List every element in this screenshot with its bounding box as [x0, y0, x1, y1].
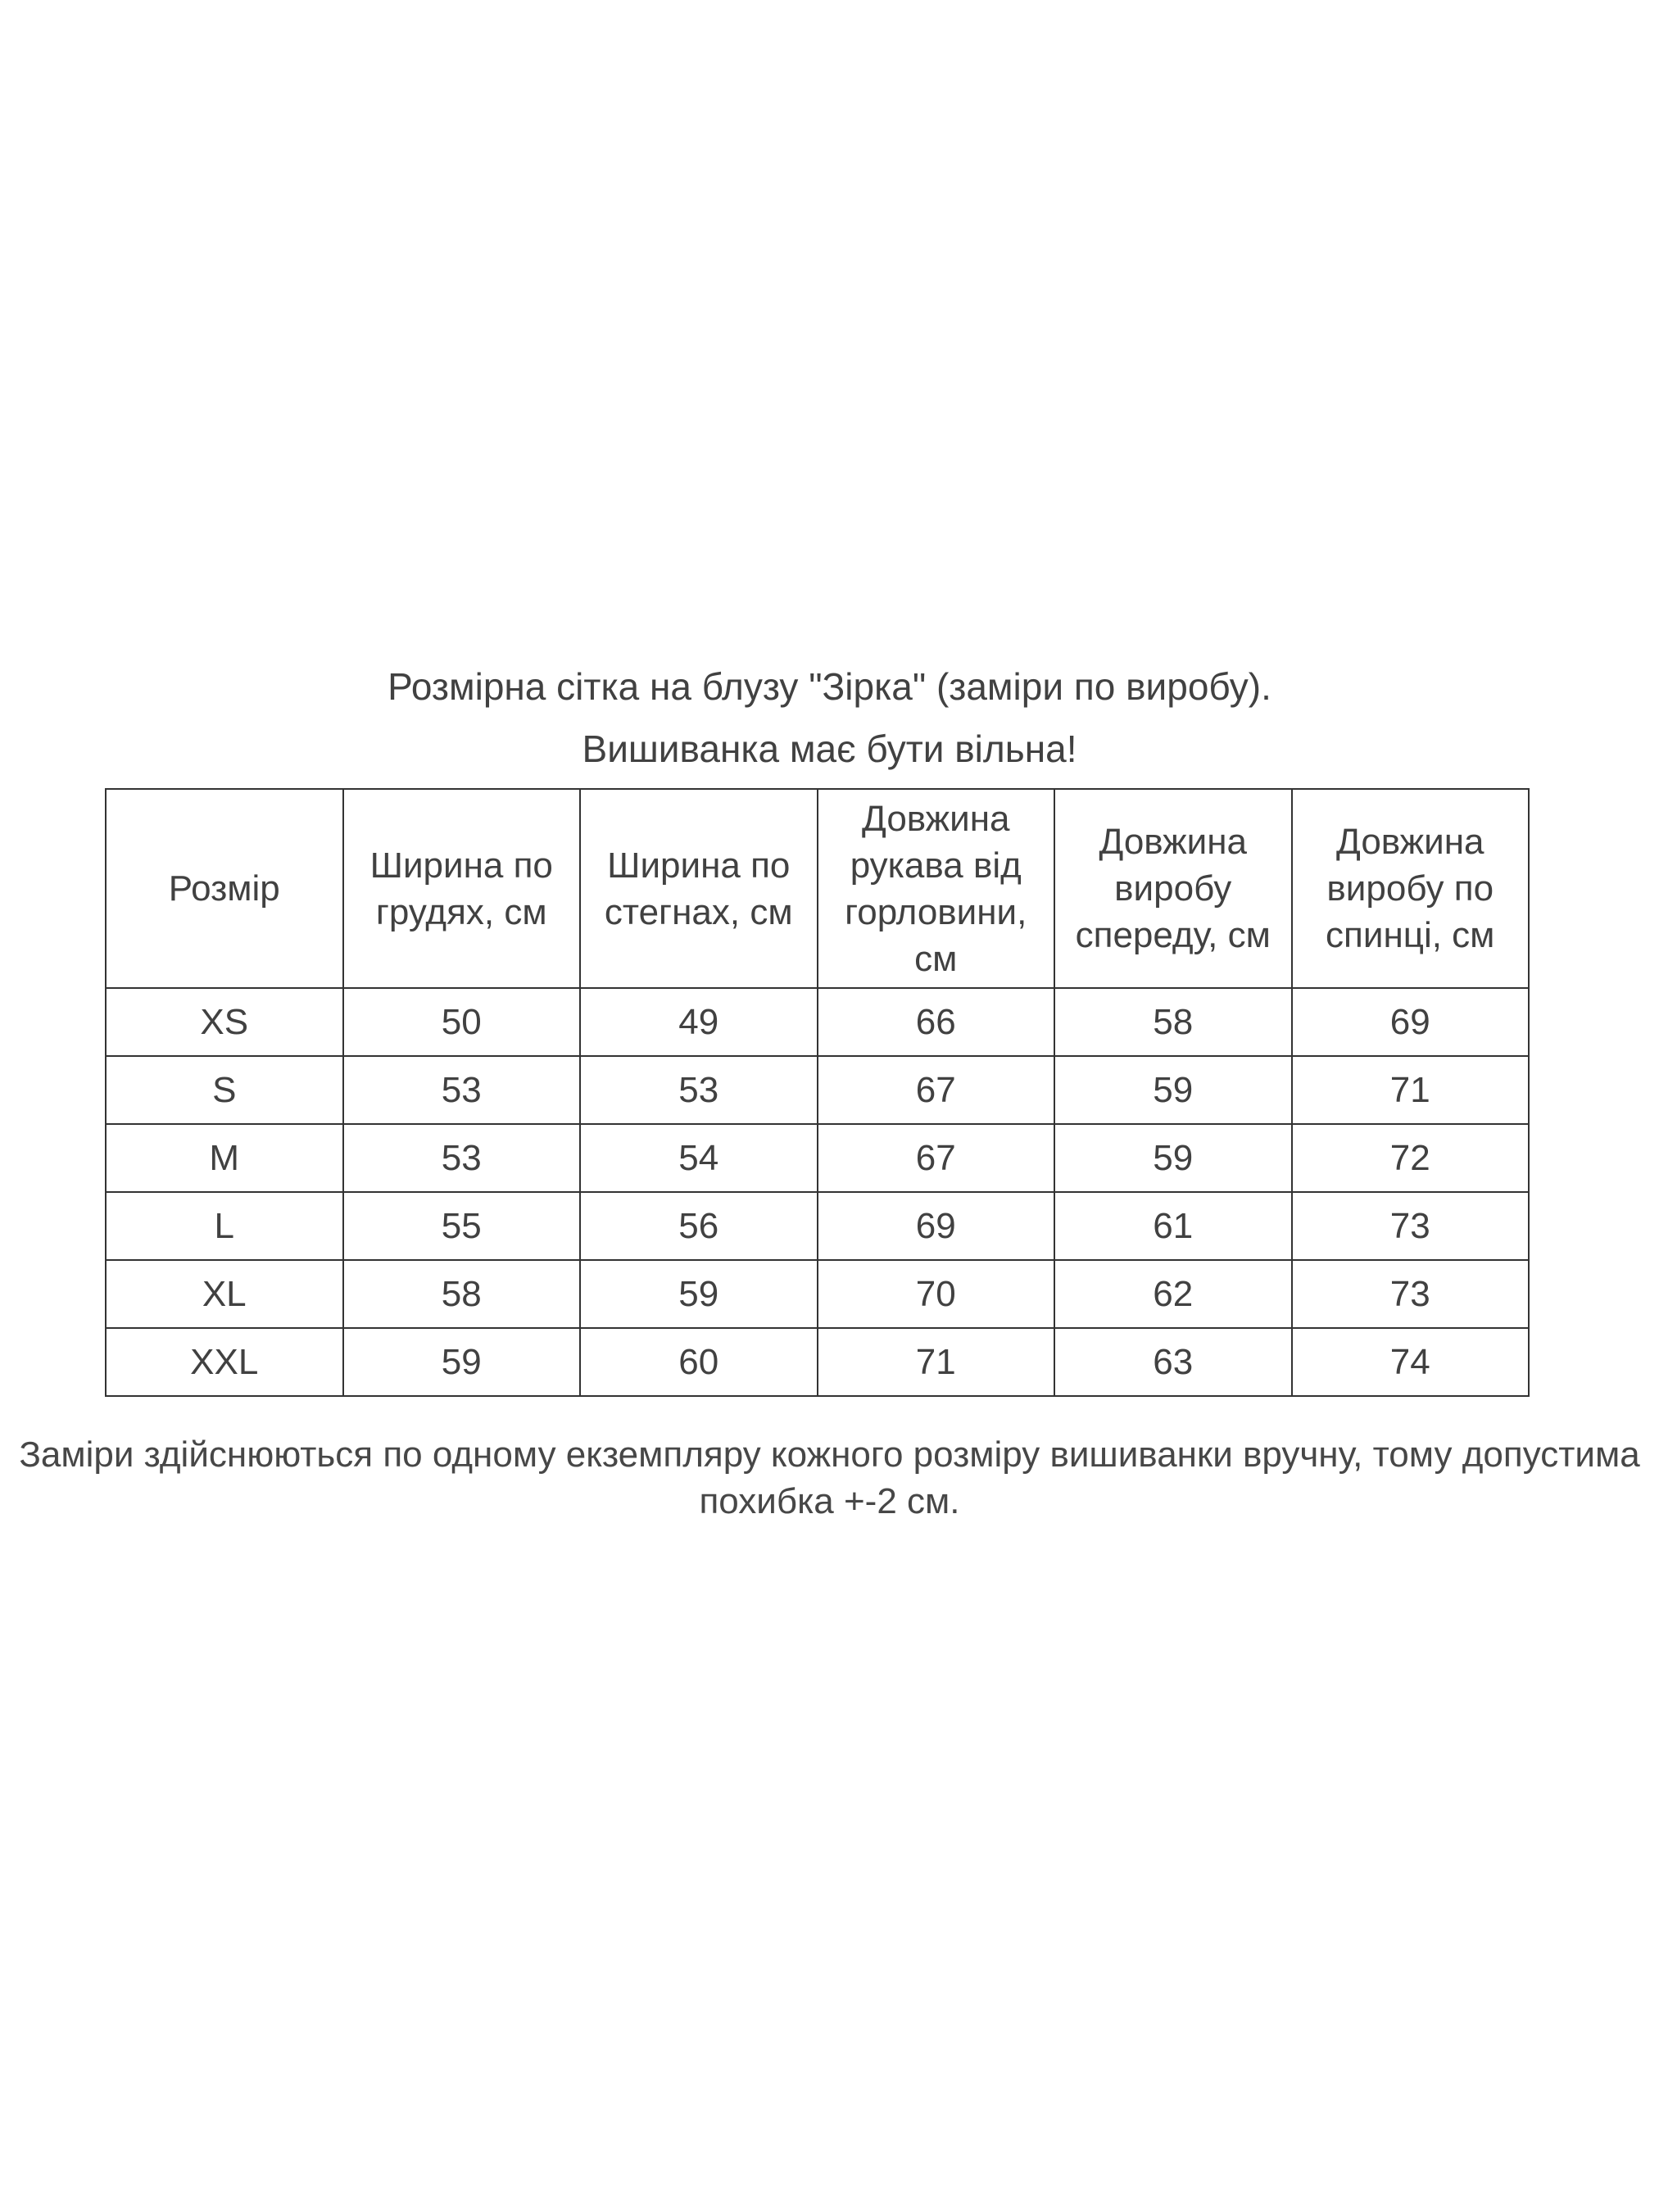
measurement-value: 74	[1292, 1328, 1530, 1396]
table-row-xs	[106, 988, 1529, 1056]
column-header-sleeve-length: Довжина рукава від горловини, см	[818, 789, 1055, 988]
size-table-body	[106, 988, 1529, 1396]
measurement-value: 59	[1054, 1124, 1292, 1192]
page-title: Розмірна сітка на блузу "Зірка" (заміри по виробу).	[388, 665, 1271, 708]
measurement-value: 69	[818, 1192, 1055, 1260]
measurement-value: 60	[580, 1328, 818, 1396]
measurement-value: 72	[1292, 1124, 1530, 1192]
size-label: XS	[106, 988, 343, 1056]
measurement-value: 71	[818, 1328, 1055, 1396]
size-label: XL	[106, 1260, 343, 1328]
measurement-value: 53	[580, 1056, 818, 1124]
table-row-s	[106, 1056, 1529, 1124]
measurement-value: 53	[343, 1056, 581, 1124]
measurement-value: 62	[1054, 1260, 1292, 1328]
measurement-value: 66	[818, 988, 1055, 1056]
measurement-value: 59	[343, 1328, 581, 1396]
measurement-value: 61	[1054, 1192, 1292, 1260]
column-header-back-length: Довжина виробу по спинці, см	[1292, 789, 1530, 988]
measurement-value: 59	[1054, 1056, 1292, 1124]
measurement-value: 59	[580, 1260, 818, 1328]
measurement-value: 54	[580, 1124, 818, 1192]
measurement-value: 67	[818, 1056, 1055, 1124]
size-label: S	[106, 1056, 343, 1124]
column-header-chest-width: Ширина по грудях, см	[343, 789, 581, 988]
measurement-value: 67	[818, 1124, 1055, 1192]
measurement-value: 71	[1292, 1056, 1530, 1124]
measurement-value: 58	[1054, 988, 1292, 1056]
size-label: XXL	[106, 1328, 343, 1396]
table-row-m	[106, 1124, 1529, 1192]
column-header-hip-width: Ширина по стегнах, см	[580, 789, 818, 988]
measurement-value: 49	[580, 988, 818, 1056]
size-label: M	[106, 1124, 343, 1192]
measurement-value: 56	[580, 1192, 818, 1260]
measurement-value: 55	[343, 1192, 581, 1260]
table-row-xl	[106, 1260, 1529, 1328]
table-row-xxl	[106, 1328, 1529, 1396]
column-header-front-length: Довжина виробу спереду, см	[1054, 789, 1292, 988]
column-header-size: Розмір	[106, 789, 343, 988]
measurement-value: 73	[1292, 1260, 1530, 1328]
size-label: L	[106, 1192, 343, 1260]
measurement-value: 69	[1292, 988, 1530, 1056]
header-row	[106, 789, 1529, 988]
footnote-line-1: Заміри здійснюються по одному екземпляру кожного розміру вишиванки вручну, тому допустима	[19, 1435, 1640, 1475]
footnote-line-2: похибка +-2 см.	[699, 1481, 960, 1521]
size-table-header	[106, 789, 1529, 988]
measurement-value: 53	[343, 1124, 581, 1192]
measurement-value: 58	[343, 1260, 581, 1328]
page-subtitle: Вишиванка має бути вільна!	[582, 728, 1077, 770]
measurement-value: 63	[1054, 1328, 1292, 1396]
measurement-value: 73	[1292, 1192, 1530, 1260]
footnote	[0, 1431, 1659, 1525]
table-row-l	[106, 1192, 1529, 1260]
measurement-value: 50	[343, 988, 581, 1056]
size-table	[105, 788, 1530, 1397]
measurement-value: 70	[818, 1260, 1055, 1328]
